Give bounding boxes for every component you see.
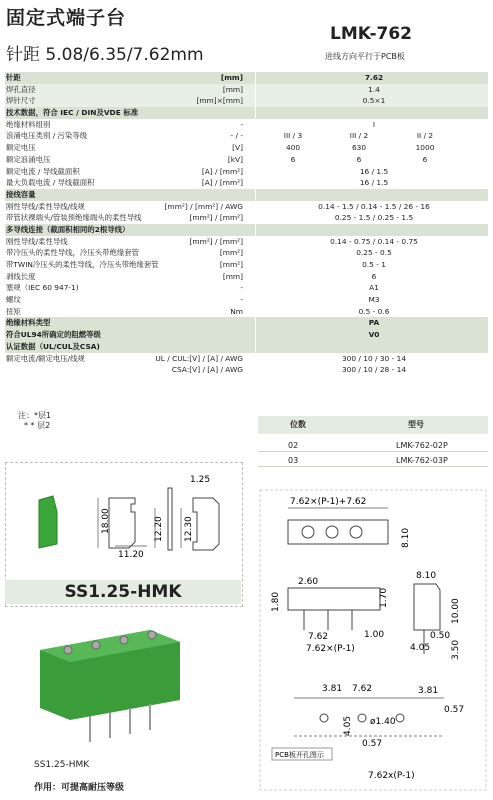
spec-section-header	[5, 107, 488, 119]
spec-unit: -	[240, 283, 243, 293]
spec-label: 螺纹	[6, 295, 21, 305]
spec-row	[5, 247, 488, 259]
spec-label: 带管状裸端头/管装预绝缘端头的柔性导线	[6, 213, 142, 223]
spec-value: 0.5×1	[362, 96, 386, 106]
pitch-label: 针距 5.08/6.35/7.62mm	[6, 45, 204, 65]
spec-divider	[255, 84, 256, 96]
spec-value: 6	[356, 154, 362, 164]
pcb-view	[272, 684, 464, 781]
spec-value: 0.14 - 1.5 / 0.14 - 1.5 / 26 - 16	[318, 201, 430, 211]
spec-unit: [mm²] / [mm²] / AWG	[164, 201, 243, 211]
spec-unit: [mm]×[mm]	[196, 96, 243, 106]
spec-divider	[255, 142, 256, 154]
spec-value: II / 2	[416, 131, 434, 141]
spec-label: 额定电压	[6, 143, 36, 153]
pcb-dim: ø1.40	[370, 717, 396, 727]
spec-row	[5, 282, 488, 294]
spec-unit: [mm²] / [mm²]	[189, 213, 243, 223]
section-name-band: SS1.25-HMK	[5, 580, 241, 604]
photo-caption: SS1.25-HMK	[34, 760, 90, 770]
spec-value: 0.14 - 0.75 / 0.14 - 0.75	[330, 236, 418, 246]
spec-unit: [mm²]	[219, 260, 243, 269]
hole-icon	[358, 714, 366, 722]
section-part-green	[39, 496, 57, 548]
spec-unit: [mm]	[222, 84, 243, 94]
screw-icon	[148, 631, 156, 639]
spec-divider	[255, 119, 256, 131]
spec-label: 接线容量	[6, 189, 36, 199]
side-view-body	[414, 584, 440, 630]
notes	[18, 411, 51, 431]
spec-value: 16 / 1.5	[359, 166, 389, 176]
spec-unit: -	[240, 119, 243, 129]
spec-row	[5, 353, 488, 365]
spec-value: 0.25 - 1.5 / 0.25 - 1.5	[334, 213, 414, 223]
spec-value: 300 / 10 / 30 - 14	[341, 353, 407, 363]
spec-divider	[255, 224, 256, 236]
spec-value: 6	[290, 154, 296, 164]
spec-label: 绝缘材料组别	[6, 119, 51, 129]
spec-row	[5, 119, 488, 131]
spec-divider	[255, 177, 256, 189]
spec-row	[5, 271, 488, 283]
note-line: 注：*层1	[18, 411, 52, 420]
section-dim: 12.20	[154, 516, 164, 542]
spec-value: 630	[351, 143, 367, 153]
spec-unit: [mm²]	[219, 248, 243, 258]
pcb-label: PCB板开孔图示	[275, 751, 324, 759]
terminal-photo	[30, 620, 190, 750]
spec-divider	[255, 364, 256, 376]
positions-row	[258, 438, 488, 452]
spec-section-header	[5, 317, 488, 329]
position-type: LMK-762-03P	[396, 456, 448, 465]
spec-label: 刚性导线/柔性导线	[6, 236, 68, 246]
spec-value: 6	[371, 271, 377, 281]
pcb-dim: 7.62x(P-1)	[368, 771, 415, 781]
spec-label: 焊针尺寸	[6, 96, 36, 106]
spec-row	[5, 306, 488, 318]
spec-value: III / 2	[349, 131, 369, 141]
spec-label: 绝缘材料类型	[6, 318, 51, 328]
spec-divider	[255, 341, 256, 353]
spec-divider	[255, 189, 256, 201]
spec-row	[5, 364, 488, 376]
spec-label: 符合UL94所确定的阻燃等级	[6, 330, 101, 340]
spec-section-header	[5, 224, 488, 236]
position-count: 02	[288, 441, 299, 450]
spec-row	[5, 212, 488, 224]
spec-value: 1.4	[368, 84, 380, 94]
positions-col-pos: 位数	[290, 420, 306, 429]
spec-divider	[255, 212, 256, 224]
side-dim: 10.00	[451, 598, 461, 624]
spec-divider	[255, 259, 256, 271]
hole-icon	[396, 714, 404, 722]
spec-value: 16 / 1.5	[359, 178, 389, 188]
positions-col-type: 型号	[408, 420, 424, 429]
spec-row	[5, 154, 488, 166]
spec-label: 带TWIN冷压头的柔性导线，冷压头带绝缘套管	[6, 260, 159, 269]
spec-unit: UL / CUL:[V] / [A] / AWG	[155, 353, 243, 363]
spec-unit: [kV]	[227, 154, 243, 164]
spec-divider	[255, 130, 256, 142]
spec-value: 0.5 - 1	[362, 260, 386, 269]
spec-row	[5, 95, 488, 107]
spec-section-header	[5, 341, 488, 353]
spec-unit: [mm]	[220, 73, 243, 82]
front-dim: 7.62	[308, 632, 329, 642]
pcb-dim: 0.57	[444, 705, 465, 715]
spec-divider	[255, 353, 256, 365]
section-part-outline	[109, 498, 135, 548]
side-view	[410, 571, 461, 660]
screw-icon	[302, 526, 314, 538]
side-dim: 0.50	[430, 631, 451, 641]
spec-divider	[255, 236, 256, 248]
spec-divider	[255, 306, 256, 318]
spec-unit: CSA:[V] / [A] / AWG	[171, 365, 243, 375]
spec-section-header	[5, 189, 488, 201]
spec-row	[5, 236, 488, 248]
position-count: 03	[288, 456, 299, 465]
spec-label: 扭矩	[6, 306, 21, 316]
spec-value: PA	[368, 318, 380, 328]
model-name: LMK-762	[330, 24, 412, 44]
spec-label: 剥线长度	[6, 271, 36, 281]
spec-value: 7.62	[364, 73, 384, 82]
spec-value: 0.5 - 0.6	[358, 306, 390, 316]
front-dim: 7.62×(P-1)	[306, 644, 355, 654]
top-view	[288, 497, 411, 548]
spec-label: 额定电流 / 导线截面积	[6, 166, 80, 176]
section-part-outline-2	[193, 498, 219, 550]
spec-label: 塞规（IEC 60 947-1)	[6, 283, 79, 293]
spec-value: 300 / 10 / 28 - 14	[341, 365, 407, 375]
spec-divider	[255, 201, 256, 213]
spec-table	[5, 72, 488, 376]
spec-divider	[255, 154, 256, 166]
pcb-dim: 7.62	[352, 684, 373, 694]
spec-label: 额定电流/额定电压/线规	[6, 353, 85, 363]
spec-label: 认证数据（UL/CUL及CSA)	[6, 341, 100, 351]
screw-icon	[92, 641, 100, 649]
spec-row	[5, 130, 488, 142]
photo-usage: 作用：可提高耐压等级	[34, 783, 125, 793]
spec-unit: Nm	[230, 306, 243, 316]
spec-label: 焊孔直径	[6, 84, 36, 94]
front-dim: 1.70	[379, 587, 389, 608]
spec-value: A1	[369, 283, 379, 293]
spec-value: M3	[368, 295, 380, 305]
spec-label: 技术数据，符合 IEC / DIN及VDE 标准	[6, 108, 139, 118]
front-view	[271, 577, 389, 654]
spec-unit: [mm²] / [mm²]	[189, 236, 243, 246]
spec-divider	[255, 271, 256, 283]
spec-divider	[255, 317, 256, 329]
spec-row	[5, 177, 488, 189]
pcb-dim: 3.81	[322, 684, 343, 694]
spec-divider	[255, 294, 256, 306]
front-dim: 1.00	[364, 630, 385, 640]
position-type: LMK-762-02P	[396, 441, 448, 450]
spec-row	[5, 259, 488, 271]
spec-value: 6	[422, 154, 428, 164]
positions-row	[258, 453, 488, 467]
page-title: 固定式端子台	[6, 7, 127, 29]
pcb-dim: 4.05	[343, 715, 353, 736]
spec-value: III / 3	[283, 131, 303, 141]
top-dim: 7.62×(P-1)+7.62	[290, 497, 367, 507]
spec-divider	[255, 247, 256, 259]
spec-value: 400	[285, 143, 301, 153]
spec-value: 0.25 - 0.5	[356, 248, 392, 258]
spec-label: 多导线连接（截面积相同的2根导线）	[6, 224, 130, 234]
spec-divider	[255, 329, 256, 341]
model-subtitle: 进线方向平行于PCB板	[325, 52, 405, 61]
note-line: * * 层2	[24, 421, 51, 430]
screw-icon	[120, 636, 128, 644]
screw-icon	[64, 646, 72, 654]
spec-row	[5, 166, 488, 178]
spec-unit: [mm]	[222, 271, 243, 281]
spec-label: 针距	[6, 73, 21, 82]
spec-divider	[255, 95, 256, 107]
spec-row	[5, 142, 488, 154]
section-dim: 18.00	[101, 508, 111, 534]
spec-unit: [V]	[232, 143, 243, 153]
section-drawing	[5, 462, 241, 578]
spec-row	[5, 201, 488, 213]
positions-header	[258, 416, 488, 434]
section-shim	[168, 488, 172, 550]
side-dim: 4.05	[410, 643, 431, 653]
hole-icon	[320, 714, 328, 722]
spec-label: 浪涌电压类别 / 污染等级	[6, 131, 88, 141]
spec-value: V0	[368, 330, 380, 340]
spec-divider	[255, 107, 256, 119]
section-dim: 1.25	[190, 475, 211, 485]
spec-unit: - / -	[230, 131, 243, 141]
section-dim: 12.30	[184, 516, 194, 542]
pcb-dim: 0.57	[362, 739, 383, 749]
side-dim: 8.10	[416, 571, 437, 581]
front-dim: 2.60	[298, 577, 319, 587]
spec-section-header	[5, 329, 488, 341]
spec-unit: [A] / [mm²]	[201, 166, 243, 176]
pcb-dim: 3.81	[418, 686, 439, 696]
top-dim: 8.10	[401, 527, 411, 548]
spec-label: 刚性导线/柔性导线/线规	[6, 201, 85, 211]
section-dim: 11.20	[118, 550, 144, 560]
side-dim: 3.50	[451, 639, 461, 660]
spec-value: I	[372, 119, 376, 129]
spec-label: 带冷压头的柔性导线，冷压头带绝缘套管	[6, 248, 140, 258]
technical-drawings	[258, 488, 488, 800]
spec-label: 额定浪涌电压	[6, 154, 51, 164]
spec-value: 1000	[415, 143, 435, 153]
spec-label: 最大负载电流 / 导线截面积	[6, 178, 95, 188]
front-view-body	[288, 588, 380, 610]
screw-icon	[350, 526, 362, 538]
spec-unit: [A] / [mm²]	[201, 178, 243, 188]
spec-section-header	[5, 72, 488, 84]
spec-row	[5, 84, 488, 96]
spec-divider	[255, 282, 256, 294]
front-dim: 1.80	[271, 591, 281, 612]
screw-icon	[326, 526, 338, 538]
spec-unit: -	[240, 295, 243, 305]
spec-divider	[255, 72, 256, 84]
spec-row	[5, 294, 488, 306]
spec-divider	[255, 166, 256, 178]
